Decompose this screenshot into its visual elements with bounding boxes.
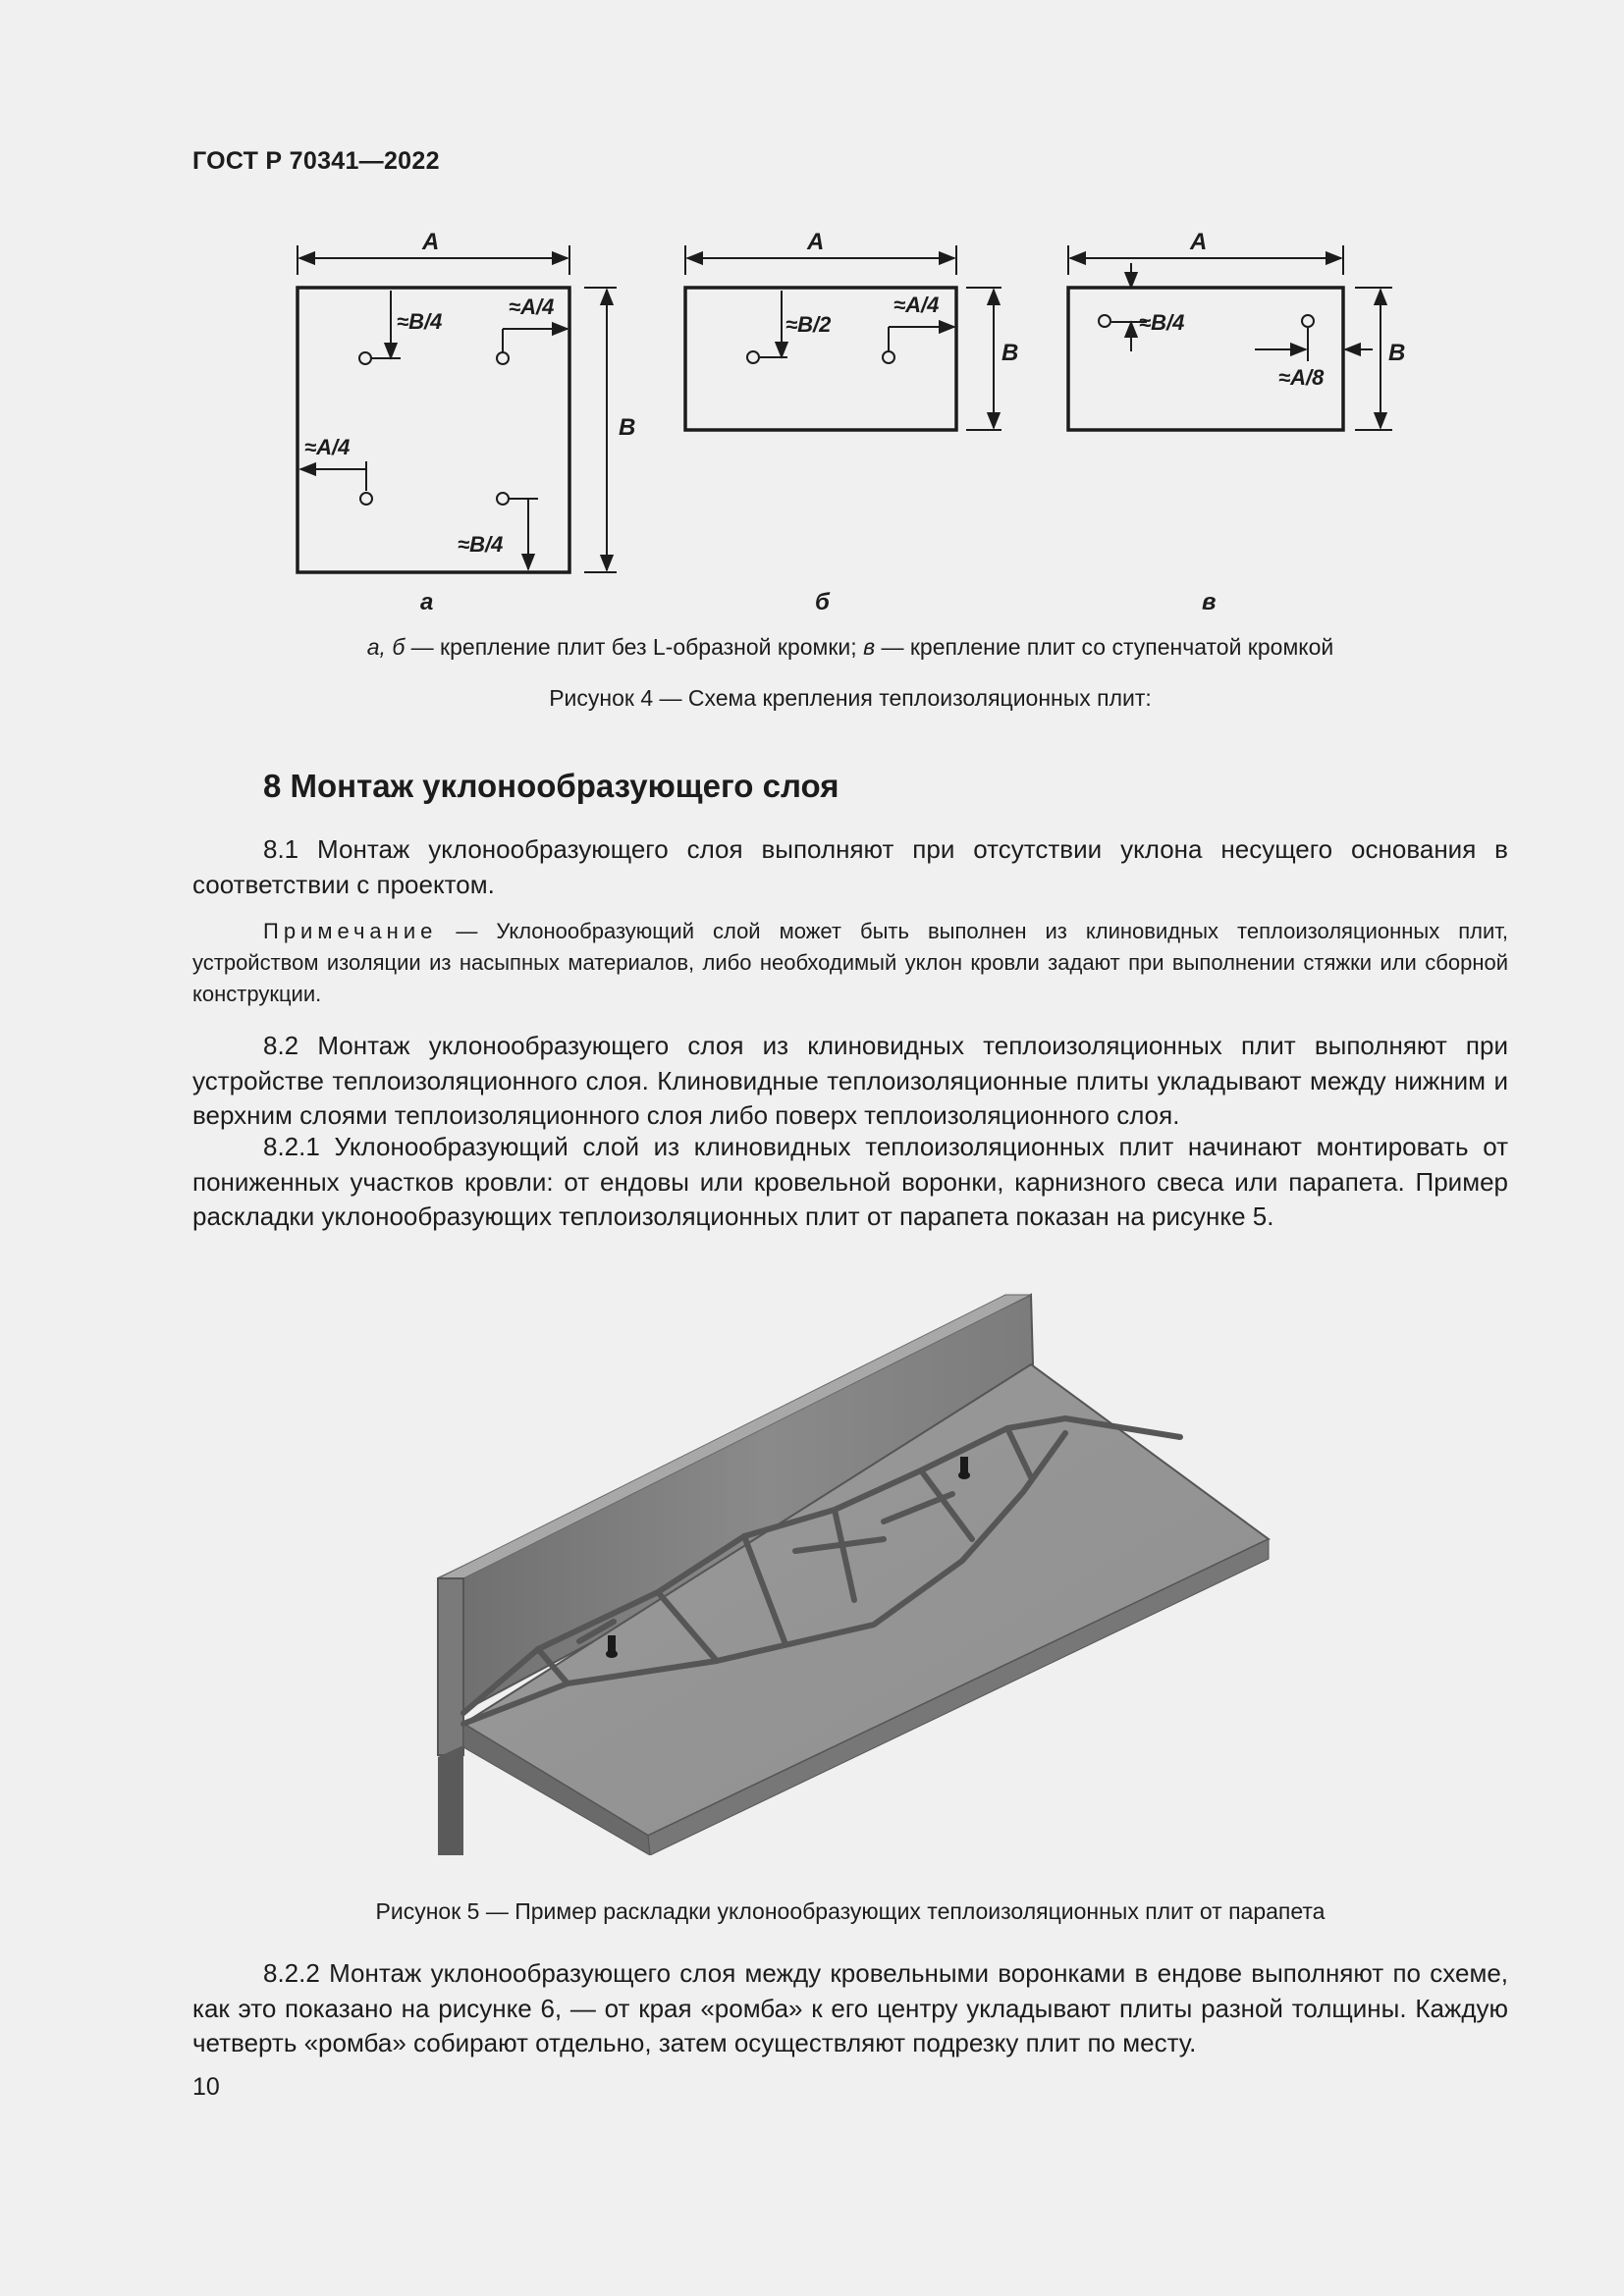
paragraph-8-1: 8.1 Монтаж уклонообразующего слоя выполняют при отсутствии уклона несущего основания в соответствии с проектом. [192, 834, 1508, 899]
paragraph-8-2: 8.2 Монтаж уклонообразующего слоя из клиновидных теплоизоляционных плит выполняют при устройстве теплоизоляционного слоя. Клиновидные теплоизоляционные плиты укладывают между нижним и верхним слоями теплоизоляционного слоя либо поверх теплоизоляционного слоя. [192, 1031, 1508, 1130]
panel-c-mark-a8: ≈A/8 [1278, 365, 1325, 390]
panel-a-mark-b4-bottom: ≈B/4 [458, 532, 504, 557]
panel-a-mark-a4-top: ≈A/4 [509, 294, 555, 319]
support-wall [438, 1745, 463, 1855]
subfigure-label-a: а [420, 589, 434, 615]
legend-ab-key: а, б [366, 634, 406, 660]
paragraph-8-2-1: 8.2.1 Уклонообразующий слой из клиновидных теплоизоляционных плит начинают монтировать от пониженных участков кровли: от ендовы или кровельной воронки, карнизного свеса или парапета. Пример раскладки уклонообразующих теплоизоляционных плит от парапета показан на рисунке 5. [192, 1132, 1508, 1231]
panel-c-label-b: B [1388, 340, 1406, 366]
panel-c-plate [1068, 288, 1343, 430]
figure-4-caption: Рисунок 4 — Схема крепления теплоизоляционных плит: [549, 685, 1152, 711]
section-title: 8 Монтаж уклонообразующего слоя [263, 768, 839, 804]
figure-4-diagram [0, 0, 1624, 589]
note-text: — Уклонообразующий слой может быть выполнен из клиновидных теплоизоляционных плит, устройством изоляции из насыпных материалов, либо необходимый уклон кровли задают при выполнении стяжки или сборной конструкции. [192, 919, 1508, 1006]
panel-b-mark-b2: ≈B/2 [785, 312, 832, 337]
figure-5-caption: Рисунок 5 — Пример раскладки уклонообразующих теплоизоляционных плит от парапета [375, 1898, 1326, 1924]
page-number: 10 [192, 2073, 220, 2101]
legend-c-key: в [863, 634, 876, 660]
note-label: Примечание [263, 919, 438, 943]
panel-c-label-a: A [1190, 229, 1208, 255]
subfigure-label-c: в [1202, 589, 1217, 615]
document-header: ГОСТ Р 70341—2022 [192, 147, 440, 175]
legend-ab-text: — крепление плит без L-образной кромки; [405, 634, 864, 660]
note-paragraph [192, 916, 1508, 1010]
panel-a-mark-a4-left: ≈A/4 [304, 435, 351, 459]
legend-c-text: — крепление плит со ступенчатой кромкой [875, 634, 1334, 660]
figure-4-legend [192, 634, 1508, 661]
panel-a-mark-b4-top: ≈B/4 [397, 309, 443, 334]
subfigure-label-b: б [815, 589, 830, 615]
panel-a-label-b: B [619, 414, 636, 441]
panel-c-mark-b4: ≈B/4 [1139, 310, 1185, 335]
panel-b-label-a: A [807, 229, 825, 255]
figure-5-illustration [422, 1286, 1286, 1855]
panel-a-label-a: A [422, 229, 440, 255]
paragraph-8-2-2: 8.2.2 Монтаж уклонообразующего слоя между кровельными воронками в ендове выполняют по схеме, как это показано на рисунке 6, — от края «ромба» к его центру укладывают плиты разной толщины. Каждую четверть «ромба» собирают отдельно, затем осуществляют подрезку плит по месту. [192, 1958, 1508, 2057]
panel-b-label-b: B [1001, 340, 1019, 366]
panel-b-mark-a4: ≈A/4 [893, 293, 940, 317]
parapet-end [438, 1578, 463, 1755]
